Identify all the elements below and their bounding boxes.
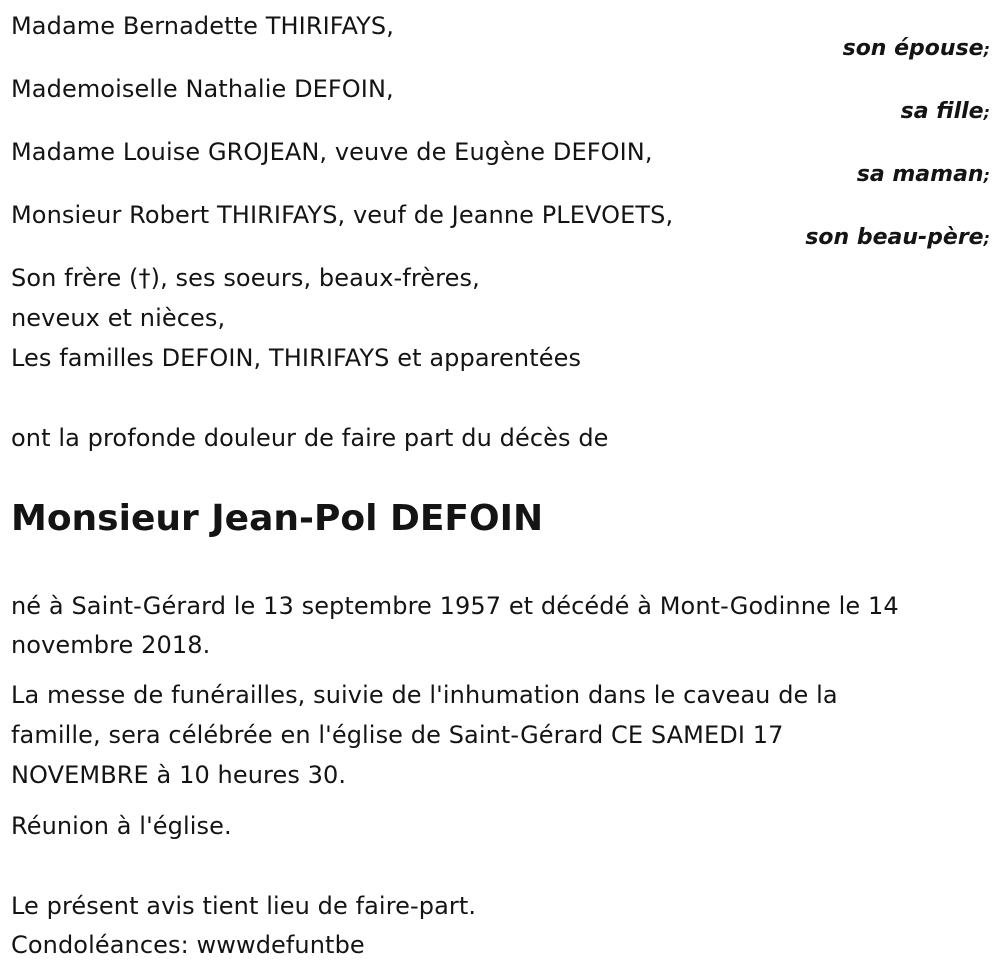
role-separator: ; — [983, 103, 990, 122]
funeral-line-2: famille, sera célébrée en l'église de Saint-Gérard CE SAMEDI 17 — [11, 721, 784, 749]
family-member-name-spouse: Madame Bernadette THIRIFAYS, — [11, 12, 394, 40]
other-relatives-line-1: Son frère (†), ses soeurs, beaux-frères, — [11, 264, 480, 292]
notice-text: Le présent avis tient lieu de faire-part. — [11, 892, 477, 920]
deceased-name: Monsieur Jean-Pol DEFOIN — [11, 498, 544, 539]
role-text: sa maman — [856, 162, 984, 187]
family-member-name-father-in-law: Monsieur Robert THIRIFAYS, veuf de Jeanne PLEVOETS, — [11, 201, 674, 229]
role-separator: ; — [983, 229, 990, 248]
family-member-name-daughter: Mademoiselle Nathalie DEFOIN, — [11, 75, 394, 103]
family-member-name-mother: Madame Louise GROJEAN, veuve de Eugène DEFOIN, — [11, 138, 653, 166]
role-text: son beau-père — [805, 225, 984, 250]
role-text: son épouse — [842, 36, 984, 61]
birth-death-line-2: novembre 2018. — [11, 631, 211, 659]
other-relatives-line-3: Les familles DEFOIN, THIRIFAYS et apparentées — [11, 344, 582, 372]
role-text: sa fille — [900, 99, 984, 124]
other-relatives-line-2: neveux et nièces, — [11, 304, 226, 332]
family-member-role-mother — [857, 161, 990, 190]
role-separator: ; — [983, 166, 990, 185]
role-separator: ; — [983, 40, 990, 59]
family-member-role-spouse — [843, 35, 990, 64]
announcement-text: ont la profonde douleur de faire part du décès de — [11, 424, 609, 452]
funeral-line-1: La messe de funérailles, suivie de l'inhumation dans le caveau de la — [11, 681, 838, 709]
family-member-role-father-in-law — [805, 224, 990, 253]
birth-death-line-1: né à Saint-Gérard le 13 septembre 1957 et décédé à Mont-Godinne le 14 — [11, 592, 899, 620]
family-member-role-daughter — [901, 98, 990, 127]
meeting-text: Réunion à l'église. — [11, 812, 232, 840]
funeral-line-3: NOVEMBRE à 10 heures 30. — [11, 761, 347, 789]
condolences-text: Condoléances: wwwdefuntbe — [11, 931, 365, 959]
